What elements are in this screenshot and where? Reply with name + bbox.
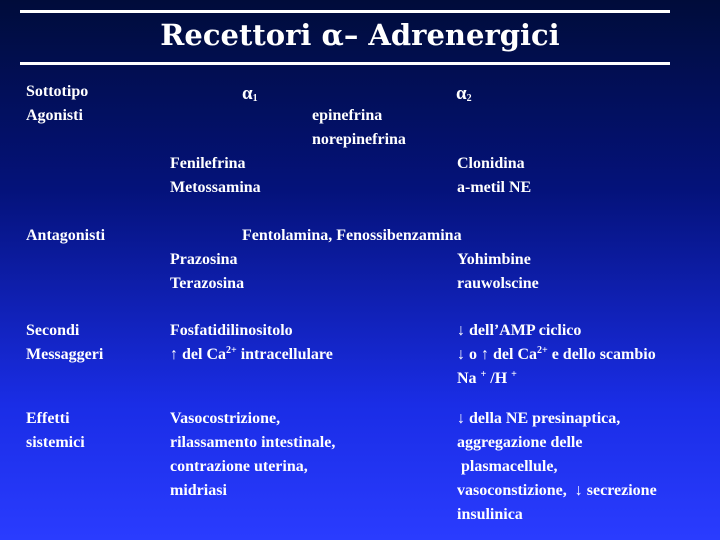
shared-antagonists: Fentolamina, Fenossibenzamina [242, 227, 462, 244]
header-alpha2: $\alpha_2$ [456, 83, 472, 104]
alpha2-messenger-3: Na + /H + [457, 369, 517, 387]
title-alpha: α [321, 18, 344, 52]
label-sottotipo: Sottotipo [26, 83, 89, 100]
title-underline [20, 62, 670, 65]
alpha2-effect-5: insulinica [457, 506, 523, 523]
alpha1-messenger-1: Fosfatidilinositolo [170, 322, 293, 339]
alpha2-antagonist-2: rauwolscine [457, 275, 539, 292]
title-text: Recettori [160, 18, 312, 52]
label-sistemici: sistemici [26, 434, 85, 451]
alpha1-effect-4: midriasi [170, 482, 227, 499]
label-agonisti: Agonisti [26, 107, 83, 124]
alpha2-effect-4: vasoconstizione, ↓ secrezione [457, 482, 657, 499]
alpha1-antagonist-1: Prazosina [170, 251, 238, 268]
alpha2-messenger-2: ↓ o ↑ del $Ca^{2+}$ e dello scambio [457, 345, 656, 363]
top-rule [20, 10, 670, 13]
shared-agonist-2: norepinefrina [312, 131, 406, 148]
alpha1-messenger-2: ↑ del $Ca^{2+}$ intracellulare [170, 345, 333, 363]
shared-agonist-1: epinefrina [312, 107, 383, 124]
alpha2-messenger-1: ↓ dell’AMP ciclico [457, 322, 582, 339]
label-secondi: Secondi [26, 322, 80, 339]
label-messaggeri: Messaggeri [26, 346, 104, 363]
alpha1-effect-3: contrazione uterina, [170, 458, 308, 475]
alpha1-antagonist-2: Terazosina [170, 275, 245, 292]
alpha2-effect-1: ↓ della NE presinaptica, [457, 410, 621, 427]
alpha1-effect-1: Vasocostrizione, [170, 410, 281, 427]
alpha2-agonist-2: a-metil NE [457, 179, 532, 196]
label-antagonisti: Antagonisti [26, 227, 106, 244]
header-alpha1: $\alpha_1$ [242, 83, 258, 104]
label-effetti: Effetti [26, 410, 70, 427]
alpha1-effect-2: rilassamento intestinale, [170, 434, 336, 451]
alpha2-antagonist-1: Yohimbine [457, 251, 531, 268]
alpha1-agonist-1: Fenilefrina [170, 155, 246, 172]
alpha2-effect-2: aggregazione delle [457, 434, 583, 451]
alpha2-agonist-1: Clonidina [457, 155, 525, 172]
alpha2-effect-3: plasmacellule, [457, 458, 558, 475]
slide-title [0, 18, 720, 52]
alpha1-agonist-2: Metossamina [170, 179, 261, 196]
title-rest: – Adrenergici [343, 18, 560, 52]
